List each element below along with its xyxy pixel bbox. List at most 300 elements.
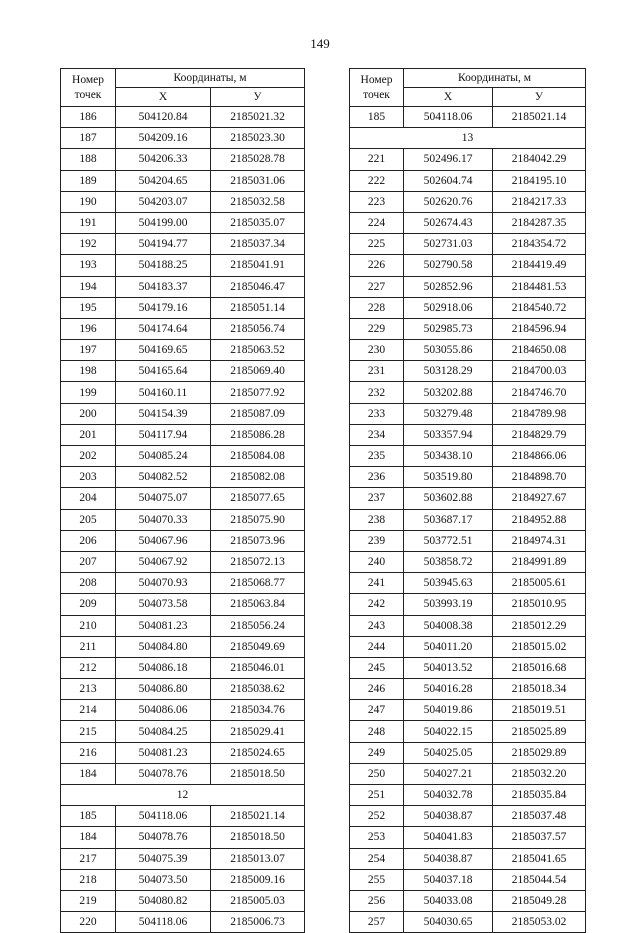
point-number-cell: 197: [61, 340, 116, 361]
table-row: [350, 276, 586, 297]
table-row: [350, 785, 586, 806]
point-number-cell: 248: [350, 721, 404, 742]
x-coordinate-cell: 502604.74: [404, 170, 493, 191]
y-coordinate-cell: 2185077.65: [211, 488, 305, 509]
y-coordinate-cell: 2185051.14: [211, 297, 305, 318]
point-number-cell: 187: [61, 128, 116, 149]
x-coordinate-cell: 504194.77: [116, 234, 211, 255]
point-number-cell: 233: [350, 403, 404, 424]
point-number-cell: 238: [350, 509, 404, 530]
x-coordinate-cell: 504078.76: [116, 827, 211, 848]
y-coordinate-cell: 2184217.33: [493, 191, 586, 212]
point-number-cell: 184: [61, 763, 116, 784]
x-coordinate-cell: 504199.00: [116, 212, 211, 233]
point-number-cell: 186: [61, 107, 116, 128]
table-row: [61, 594, 305, 615]
x-coordinate-cell: 503438.10: [404, 446, 493, 467]
point-number-cell: 185: [350, 107, 404, 128]
table-row: [350, 255, 586, 276]
table-row: [61, 191, 305, 212]
y-coordinate-cell: 2185075.90: [211, 509, 305, 530]
table-row: [350, 297, 586, 318]
x-coordinate-cell: 502731.03: [404, 234, 493, 255]
x-coordinate-cell: 504086.06: [116, 700, 211, 721]
table-row: [61, 742, 305, 763]
point-number-cell: 211: [61, 636, 116, 657]
point-number-cell: 250: [350, 763, 404, 784]
point-number-cell: 221: [350, 149, 404, 170]
y-coordinate-cell: 2185056.74: [211, 318, 305, 339]
x-coordinate-cell: 504117.94: [116, 424, 211, 445]
x-coordinate-cell: 503858.72: [404, 551, 493, 572]
point-number-cell: 209: [61, 594, 116, 615]
y-coordinate-cell: 2184287.35: [493, 212, 586, 233]
point-number-cell: 235: [350, 446, 404, 467]
point-number-cell: 217: [61, 848, 116, 869]
point-number-cell: 205: [61, 509, 116, 530]
point-number-cell: 219: [61, 890, 116, 911]
table-row: [350, 234, 586, 255]
table-row: [350, 340, 586, 361]
x-coordinate-cell: 504174.64: [116, 318, 211, 339]
table-row: [350, 615, 586, 636]
point-number-cell: 239: [350, 530, 404, 551]
y-coordinate-cell: 2185021.14: [211, 806, 305, 827]
table-row: [61, 340, 305, 361]
table-row: [350, 912, 586, 933]
y-coordinate-cell: 2185016.68: [493, 657, 586, 678]
table-row: [350, 212, 586, 233]
y-coordinate-cell: 2184991.89: [493, 551, 586, 572]
x-coordinate-cell: 502674.43: [404, 212, 493, 233]
point-number-cell: 228: [350, 297, 404, 318]
x-coordinate-cell: 504183.37: [116, 276, 211, 297]
table-row: [61, 763, 305, 784]
table-row: [61, 382, 305, 403]
table-row: [61, 869, 305, 890]
point-number-cell: 245: [350, 657, 404, 678]
point-number-cell: 201: [61, 424, 116, 445]
point-number-header: Номер точек: [61, 69, 116, 107]
x-coordinate-cell: 504078.76: [116, 763, 211, 784]
y-coordinate-cell: 2184952.88: [493, 509, 586, 530]
table-body: [350, 107, 586, 933]
coordinates-table-left: [60, 68, 305, 933]
point-number-cell: 198: [61, 361, 116, 382]
point-number-cell: 200: [61, 403, 116, 424]
point-number-cell: 229: [350, 318, 404, 339]
point-number-cell: 242: [350, 594, 404, 615]
y-coordinate-cell: 2185037.34: [211, 234, 305, 255]
x-coordinate-cell: 504070.33: [116, 509, 211, 530]
table-row: [350, 467, 586, 488]
x-coordinate-cell: 504073.50: [116, 869, 211, 890]
y-coordinate-cell: 2185041.65: [493, 848, 586, 869]
y-coordinate-cell: 2185018.50: [211, 763, 305, 784]
x-coordinate-cell: 504067.92: [116, 551, 211, 572]
section-row: [61, 785, 305, 806]
x-header: X: [404, 88, 493, 107]
table-row: [350, 679, 586, 700]
y-coordinate-cell: 2185005.03: [211, 890, 305, 911]
point-number-cell: 220: [61, 912, 116, 933]
point-number-cell: 193: [61, 255, 116, 276]
y-coordinate-cell: 2185082.08: [211, 467, 305, 488]
x-coordinate-cell: 503519.80: [404, 467, 493, 488]
y-coordinate-cell: 2185069.40: [211, 361, 305, 382]
y-coordinate-cell: 2185072.13: [211, 551, 305, 572]
table-row: [61, 170, 305, 191]
x-coordinate-cell: 504067.96: [116, 530, 211, 551]
y-coordinate-cell: 2184974.31: [493, 530, 586, 551]
table-row: [61, 721, 305, 742]
x-coordinate-cell: 504025.05: [404, 742, 493, 763]
y-coordinate-cell: 2185018.34: [493, 679, 586, 700]
point-number-cell: 255: [350, 869, 404, 890]
x-coordinate-cell: 504082.52: [116, 467, 211, 488]
point-number-cell: 257: [350, 912, 404, 933]
x-coordinate-cell: 504075.39: [116, 848, 211, 869]
table-header: [61, 69, 305, 107]
point-number-cell: 215: [61, 721, 116, 742]
y-coordinate-cell: 2185086.28: [211, 424, 305, 445]
y-coordinate-cell: 2185009.16: [211, 869, 305, 890]
y-coordinate-cell: 2185084.08: [211, 446, 305, 467]
section-number: 12: [61, 785, 305, 806]
point-number-cell: 224: [350, 212, 404, 233]
point-number-cell: 256: [350, 890, 404, 911]
x-coordinate-cell: 504081.23: [116, 615, 211, 636]
point-number-cell: 222: [350, 170, 404, 191]
table-row: [350, 107, 586, 128]
point-number-cell: 184: [61, 827, 116, 848]
x-coordinate-cell: 503055.86: [404, 340, 493, 361]
table-row: [350, 636, 586, 657]
y-coordinate-cell: 2185032.58: [211, 191, 305, 212]
y-coordinate-cell: 2184866.06: [493, 446, 586, 467]
point-number-cell: 230: [350, 340, 404, 361]
point-number-cell: 194: [61, 276, 116, 297]
table-row: [61, 318, 305, 339]
y-coordinate-cell: 2184419.49: [493, 255, 586, 276]
y-coordinate-cell: 2185025.89: [493, 721, 586, 742]
point-number-cell: 251: [350, 785, 404, 806]
y-coordinate-cell: 2185035.07: [211, 212, 305, 233]
x-coordinate-cell: 504118.06: [116, 806, 211, 827]
y-coordinate-cell: 2185037.48: [493, 806, 586, 827]
x-coordinate-cell: 503202.88: [404, 382, 493, 403]
x-coordinate-cell: 504086.18: [116, 657, 211, 678]
y-coordinate-cell: 2184195.10: [493, 170, 586, 191]
y-coordinate-cell: 2184650.08: [493, 340, 586, 361]
x-coordinate-cell: 504041.83: [404, 827, 493, 848]
table-row: [61, 276, 305, 297]
x-coordinate-cell: 503772.51: [404, 530, 493, 551]
y-coordinate-cell: 2185028.78: [211, 149, 305, 170]
x-coordinate-cell: 502496.17: [404, 149, 493, 170]
y-coordinate-cell: 2185073.96: [211, 530, 305, 551]
x-coordinate-cell: 504037.18: [404, 869, 493, 890]
point-number-cell: 185: [61, 806, 116, 827]
table-row: [350, 657, 586, 678]
point-number-cell: 213: [61, 679, 116, 700]
x-coordinate-cell: 502852.96: [404, 276, 493, 297]
point-number-cell: 216: [61, 742, 116, 763]
x-coordinate-cell: 504085.24: [116, 446, 211, 467]
point-number-cell: 191: [61, 212, 116, 233]
point-number-cell: 249: [350, 742, 404, 763]
table-row: [61, 424, 305, 445]
x-coordinate-cell: 504008.38: [404, 615, 493, 636]
y-coordinate-cell: 2185063.52: [211, 340, 305, 361]
point-number-cell: 253: [350, 827, 404, 848]
y-coordinate-cell: 2185005.61: [493, 573, 586, 594]
y-coordinate-cell: 2185041.91: [211, 255, 305, 276]
point-number-cell: 227: [350, 276, 404, 297]
table-row: [61, 679, 305, 700]
y-coordinate-cell: 2185024.65: [211, 742, 305, 763]
table-row: [350, 446, 586, 467]
x-coordinate-cell: 504033.08: [404, 890, 493, 911]
y-coordinate-cell: 2185053.02: [493, 912, 586, 933]
table-row: [350, 890, 586, 911]
point-number-cell: 231: [350, 361, 404, 382]
table-row: [350, 382, 586, 403]
point-number-cell: 254: [350, 848, 404, 869]
point-number-cell: 202: [61, 446, 116, 467]
table-row: [61, 551, 305, 572]
table-row: [350, 827, 586, 848]
y-coordinate-cell: 2185021.32: [211, 107, 305, 128]
y-coordinate-cell: 2185031.06: [211, 170, 305, 191]
x-coordinate-cell: 504013.52: [404, 657, 493, 678]
table-row: [350, 763, 586, 784]
table-row: [61, 297, 305, 318]
y-coordinate-cell: 2184746.70: [493, 382, 586, 403]
table-row: [61, 488, 305, 509]
point-number-cell: 212: [61, 657, 116, 678]
point-number-cell: 223: [350, 191, 404, 212]
x-coordinate-cell: 504038.87: [404, 848, 493, 869]
y-coordinate-cell: 2185056.24: [211, 615, 305, 636]
table-row: [61, 149, 305, 170]
coordinates-table-right: [349, 68, 586, 933]
point-number-cell: 207: [61, 551, 116, 572]
table-row: [350, 848, 586, 869]
point-number-cell: 192: [61, 234, 116, 255]
table-row: [350, 806, 586, 827]
point-number-cell: 188: [61, 149, 116, 170]
table-row: [350, 700, 586, 721]
point-number-cell: 214: [61, 700, 116, 721]
point-number-cell: 189: [61, 170, 116, 191]
table-row: [350, 361, 586, 382]
y-coordinate-cell: 2185032.20: [493, 763, 586, 784]
x-coordinate-cell: 504118.06: [116, 912, 211, 933]
x-coordinate-cell: 503357.94: [404, 424, 493, 445]
point-number-cell: 232: [350, 382, 404, 403]
table-row: [350, 551, 586, 572]
table-row: [350, 170, 586, 191]
y-coordinate-cell: 2184042.29: [493, 149, 586, 170]
y-coordinate-cell: 2185044.54: [493, 869, 586, 890]
table-row: [61, 636, 305, 657]
table-row: [61, 107, 305, 128]
table-row: [61, 446, 305, 467]
y-coordinate-cell: 2185013.07: [211, 848, 305, 869]
y-coordinate-cell: 2185038.62: [211, 679, 305, 700]
y-coordinate-cell: 2185029.41: [211, 721, 305, 742]
x-coordinate-cell: 504084.25: [116, 721, 211, 742]
point-number-cell: 208: [61, 573, 116, 594]
x-coordinate-cell: 504086.80: [116, 679, 211, 700]
point-number-cell: 252: [350, 806, 404, 827]
x-coordinate-cell: 503945.63: [404, 573, 493, 594]
x-coordinate-cell: 504118.06: [404, 107, 493, 128]
x-coordinate-cell: 503687.17: [404, 509, 493, 530]
table-row: [350, 191, 586, 212]
x-coordinate-cell: 502985.73: [404, 318, 493, 339]
table-row: [350, 318, 586, 339]
y-coordinate-cell: 2184700.03: [493, 361, 586, 382]
x-coordinate-cell: 504038.87: [404, 806, 493, 827]
point-number-cell: 246: [350, 679, 404, 700]
point-number-header: Номер точек: [350, 69, 404, 107]
table-row: [61, 255, 305, 276]
table-row: [61, 827, 305, 848]
table-row: [61, 361, 305, 382]
x-coordinate-cell: 503993.19: [404, 594, 493, 615]
y-coordinate-cell: 2184789.98: [493, 403, 586, 424]
x-coordinate-cell: 504080.82: [116, 890, 211, 911]
table-row: [350, 530, 586, 551]
y-coordinate-cell: 2184540.72: [493, 297, 586, 318]
point-number-cell: 196: [61, 318, 116, 339]
table-row: [350, 488, 586, 509]
point-number-cell: 240: [350, 551, 404, 572]
x-coordinate-cell: 504204.65: [116, 170, 211, 191]
point-number-cell: 247: [350, 700, 404, 721]
y-coordinate-cell: 2185006.73: [211, 912, 305, 933]
y-coordinate-cell: 2185068.77: [211, 573, 305, 594]
table-header: [350, 69, 586, 107]
table-row: [61, 467, 305, 488]
y-coordinate-cell: 2185010.95: [493, 594, 586, 615]
point-number-cell: 243: [350, 615, 404, 636]
table-row: [61, 573, 305, 594]
table-row: [350, 403, 586, 424]
table-row: [61, 615, 305, 636]
table-row: [61, 700, 305, 721]
table-row: [61, 509, 305, 530]
x-coordinate-cell: 502918.06: [404, 297, 493, 318]
table-row: [350, 424, 586, 445]
point-number-cell: 195: [61, 297, 116, 318]
section-number: 13: [350, 128, 586, 149]
x-coordinate-cell: 503128.29: [404, 361, 493, 382]
y-coordinate-cell: 2185077.92: [211, 382, 305, 403]
point-number-cell: 234: [350, 424, 404, 445]
section-row: [350, 128, 586, 149]
coordinates-header: Координаты, м: [404, 69, 586, 88]
table-row: [61, 403, 305, 424]
x-coordinate-cell: 504203.07: [116, 191, 211, 212]
x-coordinate-cell: 504179.16: [116, 297, 211, 318]
y-coordinate-cell: 2184596.94: [493, 318, 586, 339]
x-coordinate-cell: 504011.20: [404, 636, 493, 657]
y-coordinate-cell: 2185012.29: [493, 615, 586, 636]
x-coordinate-cell: 504030.65: [404, 912, 493, 933]
table-row: [61, 212, 305, 233]
point-number-cell: 237: [350, 488, 404, 509]
x-coordinate-cell: 504209.16: [116, 128, 211, 149]
y-coordinate-cell: 2185029.89: [493, 742, 586, 763]
coordinates-header: Координаты, м: [116, 69, 305, 88]
x-coordinate-cell: 504154.39: [116, 403, 211, 424]
y-coordinate-cell: 2185087.09: [211, 403, 305, 424]
table-row: [61, 848, 305, 869]
point-number-cell: 206: [61, 530, 116, 551]
point-number-cell: 190: [61, 191, 116, 212]
x-coordinate-cell: 504120.84: [116, 107, 211, 128]
table-row: [350, 742, 586, 763]
point-number-cell: 226: [350, 255, 404, 276]
y-coordinate-cell: 2185015.02: [493, 636, 586, 657]
x-coordinate-cell: 504019.86: [404, 700, 493, 721]
x-coordinate-cell: 504084.80: [116, 636, 211, 657]
table-row: [61, 530, 305, 551]
y-coordinate-cell: 2185023.30: [211, 128, 305, 149]
table-row: [350, 573, 586, 594]
x-coordinate-cell: 504027.21: [404, 763, 493, 784]
x-coordinate-cell: 504169.65: [116, 340, 211, 361]
point-number-cell: 236: [350, 467, 404, 488]
point-number-cell: 225: [350, 234, 404, 255]
y-coordinate-cell: 2185049.69: [211, 636, 305, 657]
y-coordinate-cell: 2185021.14: [493, 107, 586, 128]
table-body: [61, 107, 305, 933]
y-coordinate-cell: 2184898.70: [493, 467, 586, 488]
y-coordinate-cell: 2185034.76: [211, 700, 305, 721]
x-coordinate-cell: 503602.88: [404, 488, 493, 509]
table-row: [350, 594, 586, 615]
table-row: [350, 509, 586, 530]
y-coordinate-cell: 2184927.67: [493, 488, 586, 509]
point-number-cell: 204: [61, 488, 116, 509]
table-row: [61, 234, 305, 255]
point-number-cell: 244: [350, 636, 404, 657]
point-number-cell: 241: [350, 573, 404, 594]
y-header: У: [211, 88, 305, 107]
y-coordinate-cell: 2184481.53: [493, 276, 586, 297]
x-coordinate-cell: 504081.23: [116, 742, 211, 763]
y-coordinate-cell: 2185046.47: [211, 276, 305, 297]
x-coordinate-cell: 504206.33: [116, 149, 211, 170]
page-number: 149: [310, 36, 330, 51]
y-coordinate-cell: 2185037.57: [493, 827, 586, 848]
table-row: [350, 149, 586, 170]
point-number-cell: 210: [61, 615, 116, 636]
table-row: [350, 869, 586, 890]
y-coordinate-cell: 2185063.84: [211, 594, 305, 615]
y-coordinate-cell: 2184829.79: [493, 424, 586, 445]
x-coordinate-cell: 502790.58: [404, 255, 493, 276]
y-header: У: [493, 88, 586, 107]
x-header: X: [116, 88, 211, 107]
x-coordinate-cell: 504165.64: [116, 361, 211, 382]
y-coordinate-cell: 2185049.28: [493, 890, 586, 911]
table-row: [61, 890, 305, 911]
